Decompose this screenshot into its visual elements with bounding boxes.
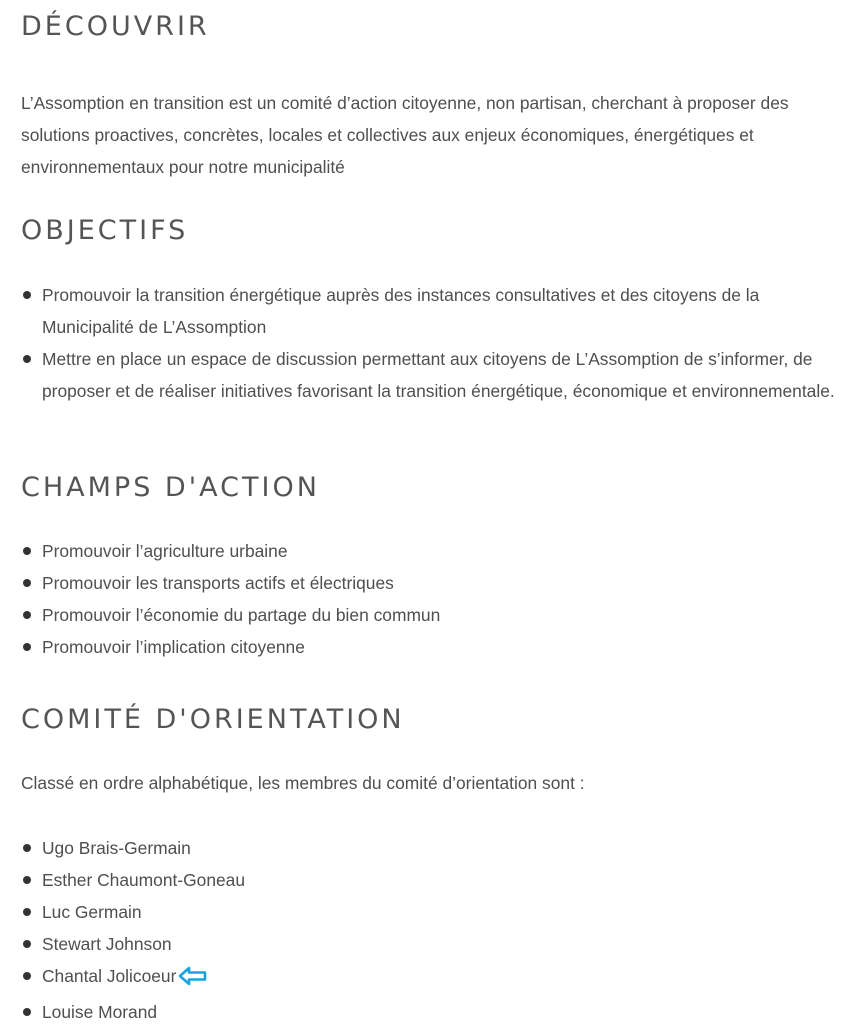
- bullet-icon: [23, 1008, 31, 1016]
- objectifs-list: [21, 279, 851, 407]
- bullet-icon: [23, 611, 31, 619]
- bullet-icon: [23, 876, 31, 884]
- list-item: [21, 535, 851, 567]
- bullet-icon: [23, 291, 31, 299]
- bullet-icon: [23, 355, 31, 363]
- list-item-text: Promouvoir l’agriculture urbaine: [42, 541, 288, 561]
- member-name: Luc Germain: [42, 902, 142, 922]
- list-item: [21, 599, 851, 631]
- member-item: [21, 896, 851, 928]
- champs-action-list: [21, 535, 851, 663]
- member-item: [21, 832, 851, 864]
- members-list: [21, 832, 851, 1028]
- bullet-icon: [23, 579, 31, 587]
- member-name: Stewart Johnson: [42, 934, 172, 954]
- member-name: Louise Morand: [42, 1002, 158, 1022]
- list-item-text: Promouvoir les transports actifs et électriques: [42, 573, 394, 593]
- member-item-highlighted: [21, 960, 851, 996]
- intro-paragraph: L’Assomption en transition est un comité d’action citoyenne, non partisan, cherchant à proposer des solutions proactives, concrètes, locales et collectives aux enjeux économiques, énergétiques et environnementaux pour notre municipalité: [21, 93, 789, 177]
- bullet-icon: [23, 972, 31, 980]
- member-item: [21, 864, 851, 896]
- list-item-text: Promouvoir la transition énergétique auprès des instances consultatives et des citoyens de la Municipalité de L’Assomption: [42, 285, 760, 337]
- list-item-text: Promouvoir l’économie du partage du bien commun: [42, 605, 441, 625]
- bullet-icon: [23, 908, 31, 916]
- bullet-icon: [23, 940, 31, 948]
- member-name: Chantal Jolicoeur: [42, 966, 177, 986]
- comite-intro-text: Classé en ordre alphabétique, les membres du comité d’orientation sont :: [21, 773, 585, 793]
- member-name: Esther Chaumont-Goneau: [42, 870, 246, 890]
- member-item: [21, 996, 851, 1028]
- section-title-champs-action: CHAMPS D'ACTION: [21, 472, 320, 503]
- section-title-objectifs: OBJECTIFS: [21, 215, 189, 246]
- list-item: [21, 279, 851, 343]
- bullet-icon: [23, 844, 31, 852]
- bullet-icon: [23, 547, 31, 555]
- list-item-text: Mettre en place un espace de discussion permettant aux citoyens de L’Assomption de s’informer, de proposer et de réaliser initiatives favorisant la transition énergétique, économique et environnementale.: [42, 349, 835, 401]
- section-title-decouvrir: DÉCOUVRIR: [21, 11, 210, 42]
- arrow-left-icon: [178, 964, 208, 996]
- list-item-text: Promouvoir l’implication citoyenne: [42, 637, 305, 657]
- list-item: [21, 631, 851, 663]
- bullet-icon: [23, 643, 31, 651]
- list-item: [21, 567, 851, 599]
- section-title-comite-orientation: COMITÉ D'ORIENTATION: [21, 704, 405, 735]
- list-item: [21, 343, 851, 407]
- member-item: [21, 928, 851, 960]
- member-name: Ugo Brais-Germain: [42, 838, 191, 858]
